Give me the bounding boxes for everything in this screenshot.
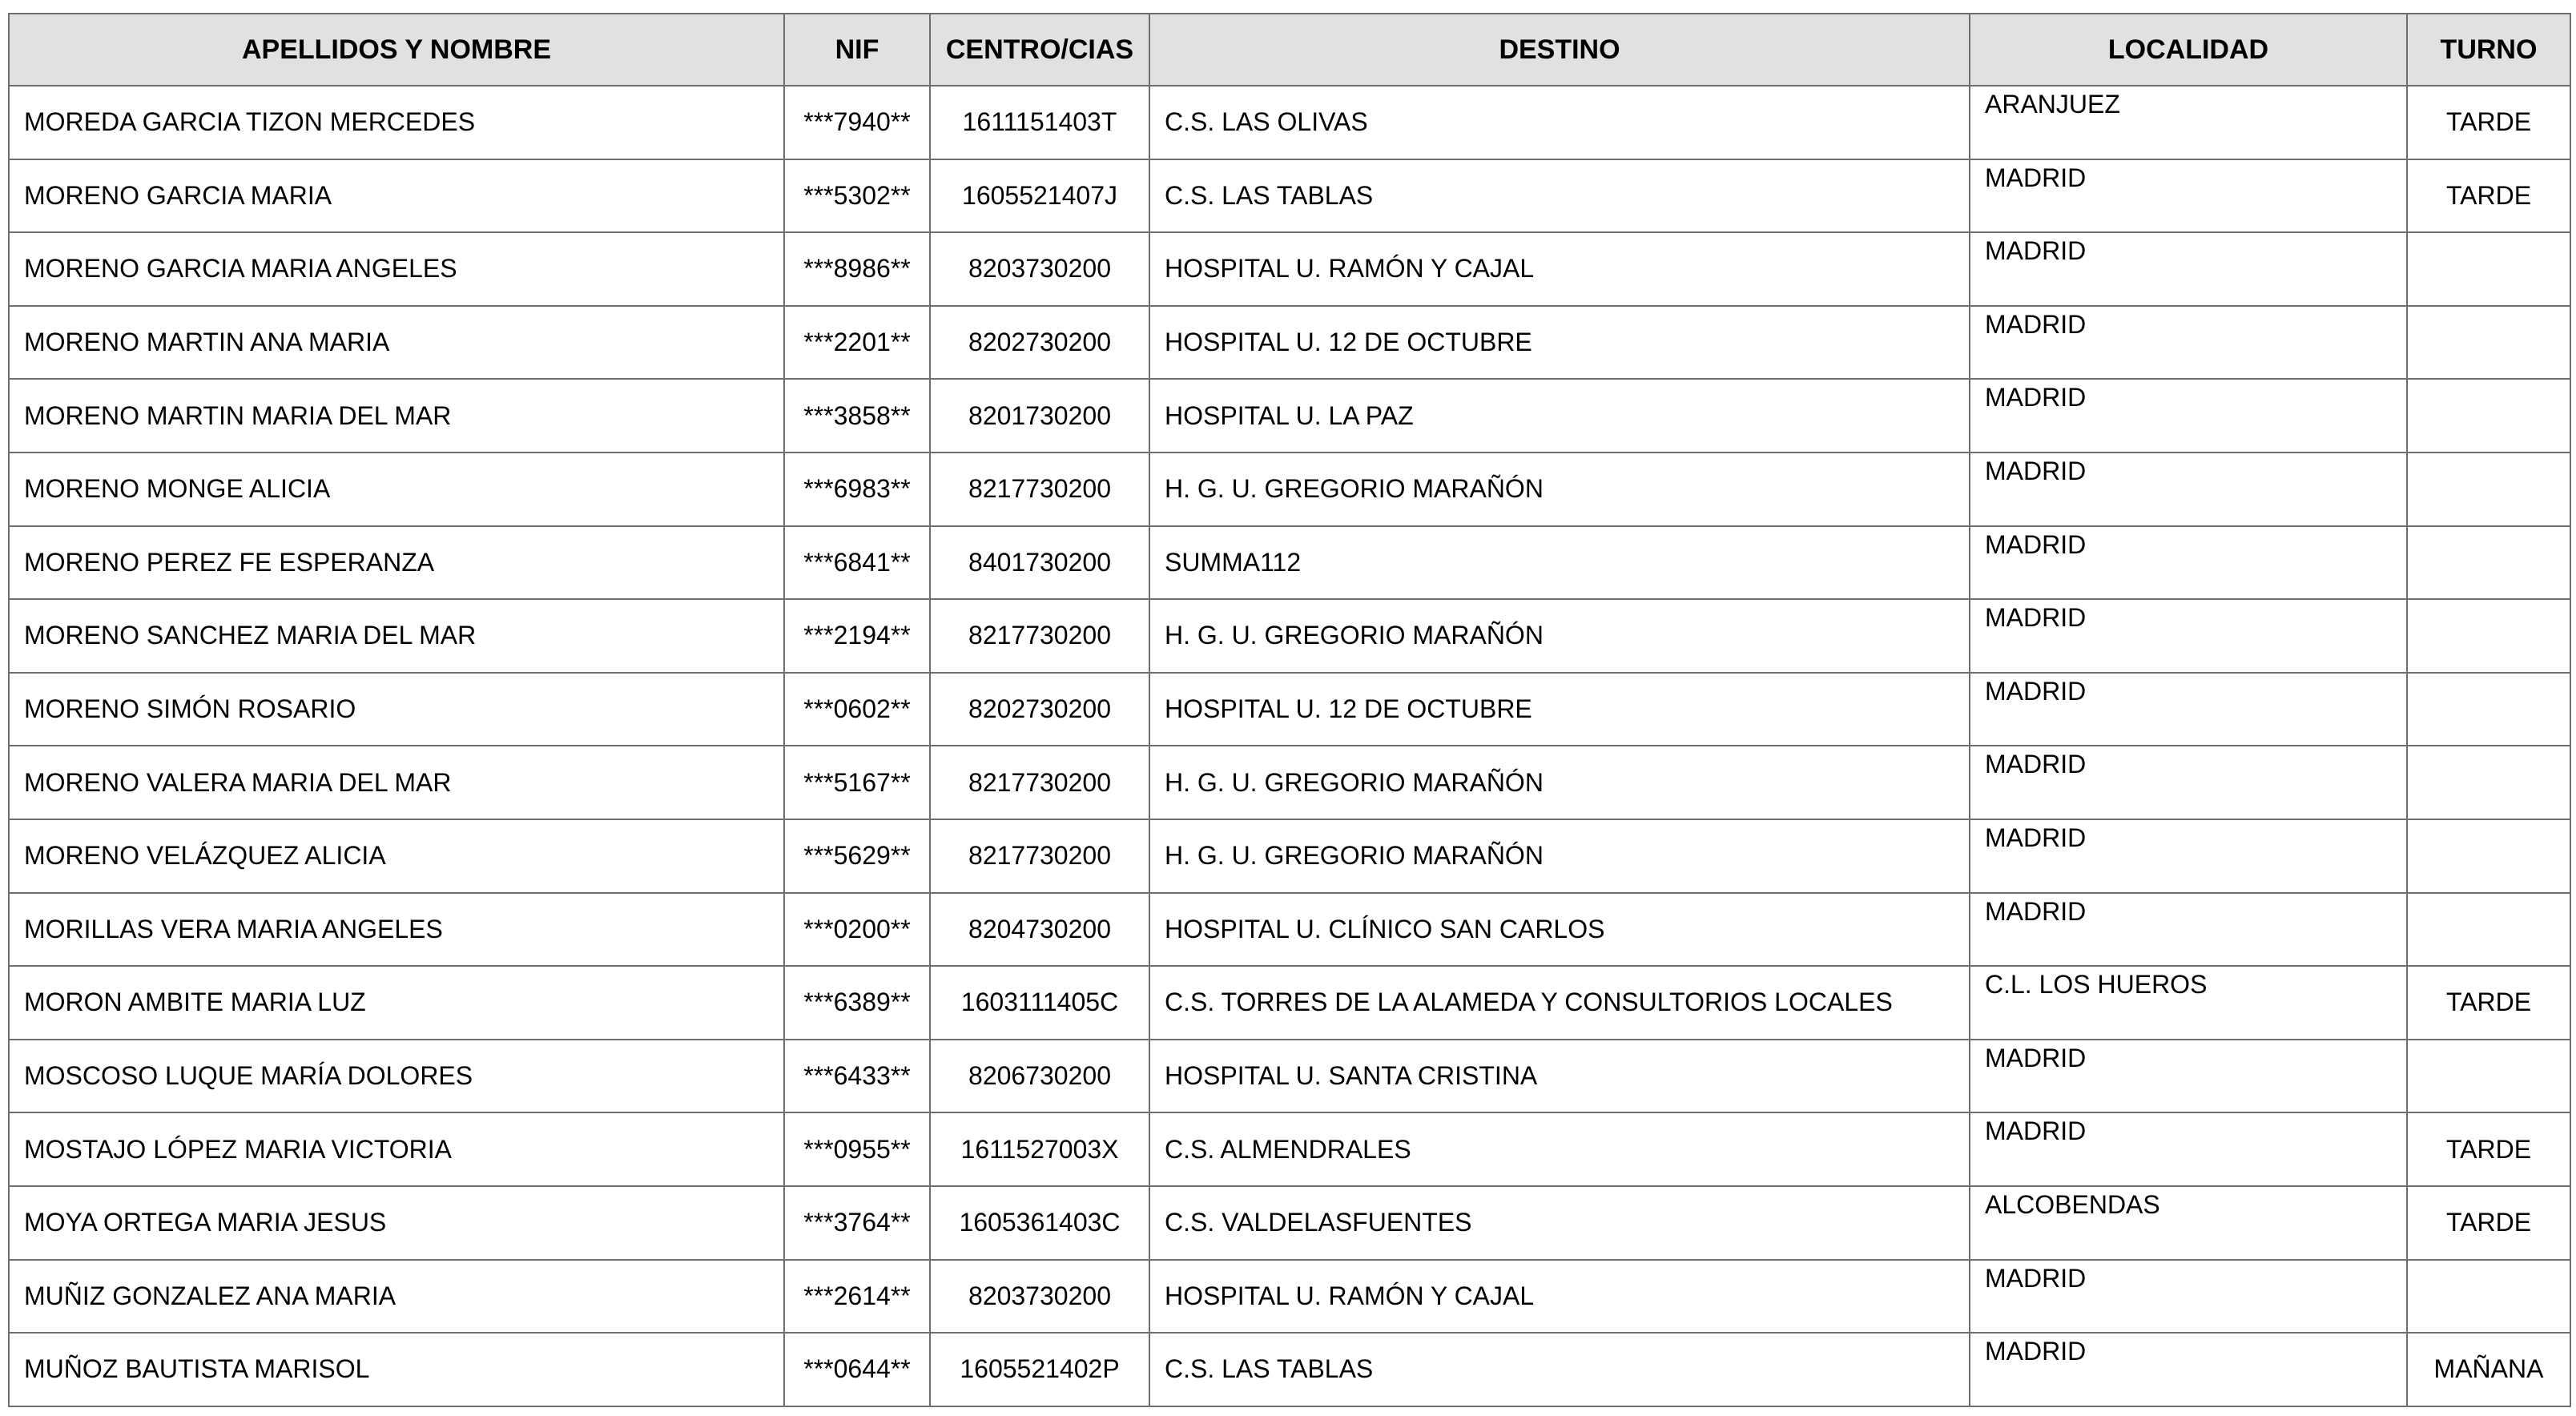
cell-destino: HOSPITAL U. 12 DE OCTUBRE <box>1149 673 1970 746</box>
cell-localidad: ARANJUEZ <box>1970 86 2407 159</box>
cell-name: MUÑIZ GONZALEZ ANA MARIA <box>9 1260 784 1334</box>
header-nif: NIF <box>784 14 930 86</box>
cell-localidad: MADRID <box>1970 599 2407 673</box>
table-row <box>9 599 2570 673</box>
cell-cias: 8401730200 <box>930 526 1149 600</box>
cell-nif: ***0602** <box>784 673 930 746</box>
cell-cias: 1603111405C <box>930 966 1149 1040</box>
cell-nif: ***5167** <box>784 746 930 819</box>
cell-localidad: MADRID <box>1970 893 2407 967</box>
cell-destino: C.S. VALDELASFUENTES <box>1149 1186 1970 1260</box>
cell-turno <box>2407 599 2570 673</box>
cell-nif: ***6389** <box>784 966 930 1040</box>
table-row <box>9 819 2570 893</box>
cell-name: MORENO MARTIN MARIA DEL MAR <box>9 379 784 453</box>
cell-name: MORENO MONGE ALICIA <box>9 453 784 526</box>
cell-destino: H. G. U. GREGORIO MARAÑÓN <box>1149 819 1970 893</box>
cell-localidad: MADRID <box>1970 1040 2407 1113</box>
cell-name: MORENO GARCIA MARIA ANGELES <box>9 232 784 306</box>
cell-name: MOSTAJO LÓPEZ MARIA VICTORIA <box>9 1112 784 1186</box>
cell-nif: ***6841** <box>784 526 930 600</box>
cell-destino: C.S. LAS TABLAS <box>1149 159 1970 233</box>
table-row <box>9 232 2570 306</box>
header-name: APELLIDOS Y NOMBRE <box>9 14 784 86</box>
cell-nif: ***7940** <box>784 86 930 159</box>
cell-nif: ***0200** <box>784 893 930 967</box>
header-localidad: LOCALIDAD <box>1970 14 2407 86</box>
cell-turno: TARDE <box>2407 1112 2570 1186</box>
cell-destino: HOSPITAL U. 12 DE OCTUBRE <box>1149 306 1970 380</box>
cell-cias: 8217730200 <box>930 746 1149 819</box>
cell-cias: 1611527003X <box>930 1112 1149 1186</box>
cell-cias: 8206730200 <box>930 1040 1149 1113</box>
cell-nif: ***5302** <box>784 159 930 233</box>
cell-localidad: MADRID <box>1970 1260 2407 1334</box>
cell-turno <box>2407 1260 2570 1334</box>
cell-cias: 8217730200 <box>930 453 1149 526</box>
cell-destino: C.S. TORRES DE LA ALAMEDA Y CONSULTORIOS LOCALES <box>1149 966 1970 1040</box>
cell-turno: TARDE <box>2407 966 2570 1040</box>
cell-destino: HOSPITAL U. SANTA CRISTINA <box>1149 1040 1970 1113</box>
cell-turno <box>2407 893 2570 967</box>
cell-turno: TARDE <box>2407 86 2570 159</box>
table-row <box>9 159 2570 233</box>
cell-localidad: MADRID <box>1970 746 2407 819</box>
cell-destino: H. G. U. GREGORIO MARAÑÓN <box>1149 599 1970 673</box>
table-row <box>9 1260 2570 1334</box>
table-row <box>9 893 2570 967</box>
cell-localidad: MADRID <box>1970 1333 2407 1406</box>
cell-destino: HOSPITAL U. RAMÓN Y CAJAL <box>1149 232 1970 306</box>
cell-turno <box>2407 746 2570 819</box>
cell-nif: ***3858** <box>784 379 930 453</box>
header-cias: CENTRO/CIAS <box>930 14 1149 86</box>
cell-localidad: MADRID <box>1970 306 2407 380</box>
table-header <box>9 14 2570 86</box>
cell-cias: 8202730200 <box>930 306 1149 380</box>
cell-name: MORENO GARCIA MARIA <box>9 159 784 233</box>
cell-name: MORENO SANCHEZ MARIA DEL MAR <box>9 599 784 673</box>
cell-nif: ***0955** <box>784 1112 930 1186</box>
cell-destino: SUMMA112 <box>1149 526 1970 600</box>
header-turno: TURNO <box>2407 14 2570 86</box>
cell-localidad: C.L. LOS HUEROS <box>1970 966 2407 1040</box>
assignment-table <box>8 13 2571 1407</box>
table-row <box>9 86 2570 159</box>
cell-localidad: MADRID <box>1970 1112 2407 1186</box>
cell-localidad: ALCOBENDAS <box>1970 1186 2407 1260</box>
table-row <box>9 1112 2570 1186</box>
cell-cias: 1605521407J <box>930 159 1149 233</box>
cell-name: MORENO MARTIN ANA MARIA <box>9 306 784 380</box>
cell-name: MORENO PEREZ FE ESPERANZA <box>9 526 784 600</box>
cell-turno: TARDE <box>2407 1186 2570 1260</box>
cell-turno <box>2407 1040 2570 1113</box>
cell-cias: 1605361403C <box>930 1186 1149 1260</box>
cell-name: MORENO VELÁZQUEZ ALICIA <box>9 819 784 893</box>
cell-nif: ***8986** <box>784 232 930 306</box>
cell-nif: ***3764** <box>784 1186 930 1260</box>
assignment-list-sheet <box>8 13 2570 1407</box>
cell-nif: ***2201** <box>784 306 930 380</box>
cell-name: MORON AMBITE MARIA LUZ <box>9 966 784 1040</box>
table-row <box>9 746 2570 819</box>
header-row <box>9 14 2570 86</box>
cell-destino: C.S. ALMENDRALES <box>1149 1112 1970 1186</box>
cell-nif: ***6983** <box>784 453 930 526</box>
cell-name: MOREDA GARCIA TIZON MERCEDES <box>9 86 784 159</box>
cell-destino: C.S. LAS TABLAS <box>1149 1333 1970 1406</box>
cell-destino: HOSPITAL U. CLÍNICO SAN CARLOS <box>1149 893 1970 967</box>
cell-turno: MAÑANA <box>2407 1333 2570 1406</box>
cell-localidad: MADRID <box>1970 453 2407 526</box>
cell-cias: 8204730200 <box>930 893 1149 967</box>
cell-nif: ***6433** <box>784 1040 930 1113</box>
table-body <box>9 86 2570 1406</box>
cell-localidad: MADRID <box>1970 159 2407 233</box>
cell-nif: ***5629** <box>784 819 930 893</box>
cell-name: MORENO SIMÓN ROSARIO <box>9 673 784 746</box>
table-row <box>9 1333 2570 1406</box>
cell-cias: 8203730200 <box>930 1260 1149 1334</box>
cell-name: MUÑOZ BAUTISTA MARISOL <box>9 1333 784 1406</box>
cell-turno <box>2407 232 2570 306</box>
table-row <box>9 1040 2570 1113</box>
cell-destino: H. G. U. GREGORIO MARAÑÓN <box>1149 746 1970 819</box>
cell-turno <box>2407 526 2570 600</box>
header-destino: DESTINO <box>1149 14 1970 86</box>
table-row <box>9 379 2570 453</box>
cell-turno <box>2407 673 2570 746</box>
cell-cias: 8203730200 <box>930 232 1149 306</box>
cell-turno <box>2407 306 2570 380</box>
cell-destino: H. G. U. GREGORIO MARAÑÓN <box>1149 453 1970 526</box>
table-row <box>9 1186 2570 1260</box>
cell-nif: ***2614** <box>784 1260 930 1334</box>
cell-turno <box>2407 453 2570 526</box>
table-row <box>9 306 2570 380</box>
cell-turno <box>2407 379 2570 453</box>
table-row <box>9 673 2570 746</box>
cell-cias: 8217730200 <box>930 599 1149 673</box>
cell-cias: 8217730200 <box>930 819 1149 893</box>
cell-localidad: MADRID <box>1970 232 2407 306</box>
cell-localidad: MADRID <box>1970 673 2407 746</box>
cell-turno: TARDE <box>2407 159 2570 233</box>
cell-localidad: MADRID <box>1970 526 2407 600</box>
table-row <box>9 966 2570 1040</box>
cell-name: MORILLAS VERA MARIA ANGELES <box>9 893 784 967</box>
cell-nif: ***2194** <box>784 599 930 673</box>
cell-name: MORENO VALERA MARIA DEL MAR <box>9 746 784 819</box>
cell-turno <box>2407 819 2570 893</box>
table-row <box>9 526 2570 600</box>
cell-cias: 8201730200 <box>930 379 1149 453</box>
cell-name: MOYA ORTEGA MARIA JESUS <box>9 1186 784 1260</box>
cell-cias: 8202730200 <box>930 673 1149 746</box>
cell-nif: ***0644** <box>784 1333 930 1406</box>
cell-cias: 1611151403T <box>930 86 1149 159</box>
table-row <box>9 453 2570 526</box>
cell-localidad: MADRID <box>1970 379 2407 453</box>
cell-destino: HOSPITAL U. LA PAZ <box>1149 379 1970 453</box>
cell-destino: C.S. LAS OLIVAS <box>1149 86 1970 159</box>
cell-cias: 1605521402P <box>930 1333 1149 1406</box>
cell-localidad: MADRID <box>1970 819 2407 893</box>
cell-name: MOSCOSO LUQUE MARÍA DOLORES <box>9 1040 784 1113</box>
cell-destino: HOSPITAL U. RAMÓN Y CAJAL <box>1149 1260 1970 1334</box>
